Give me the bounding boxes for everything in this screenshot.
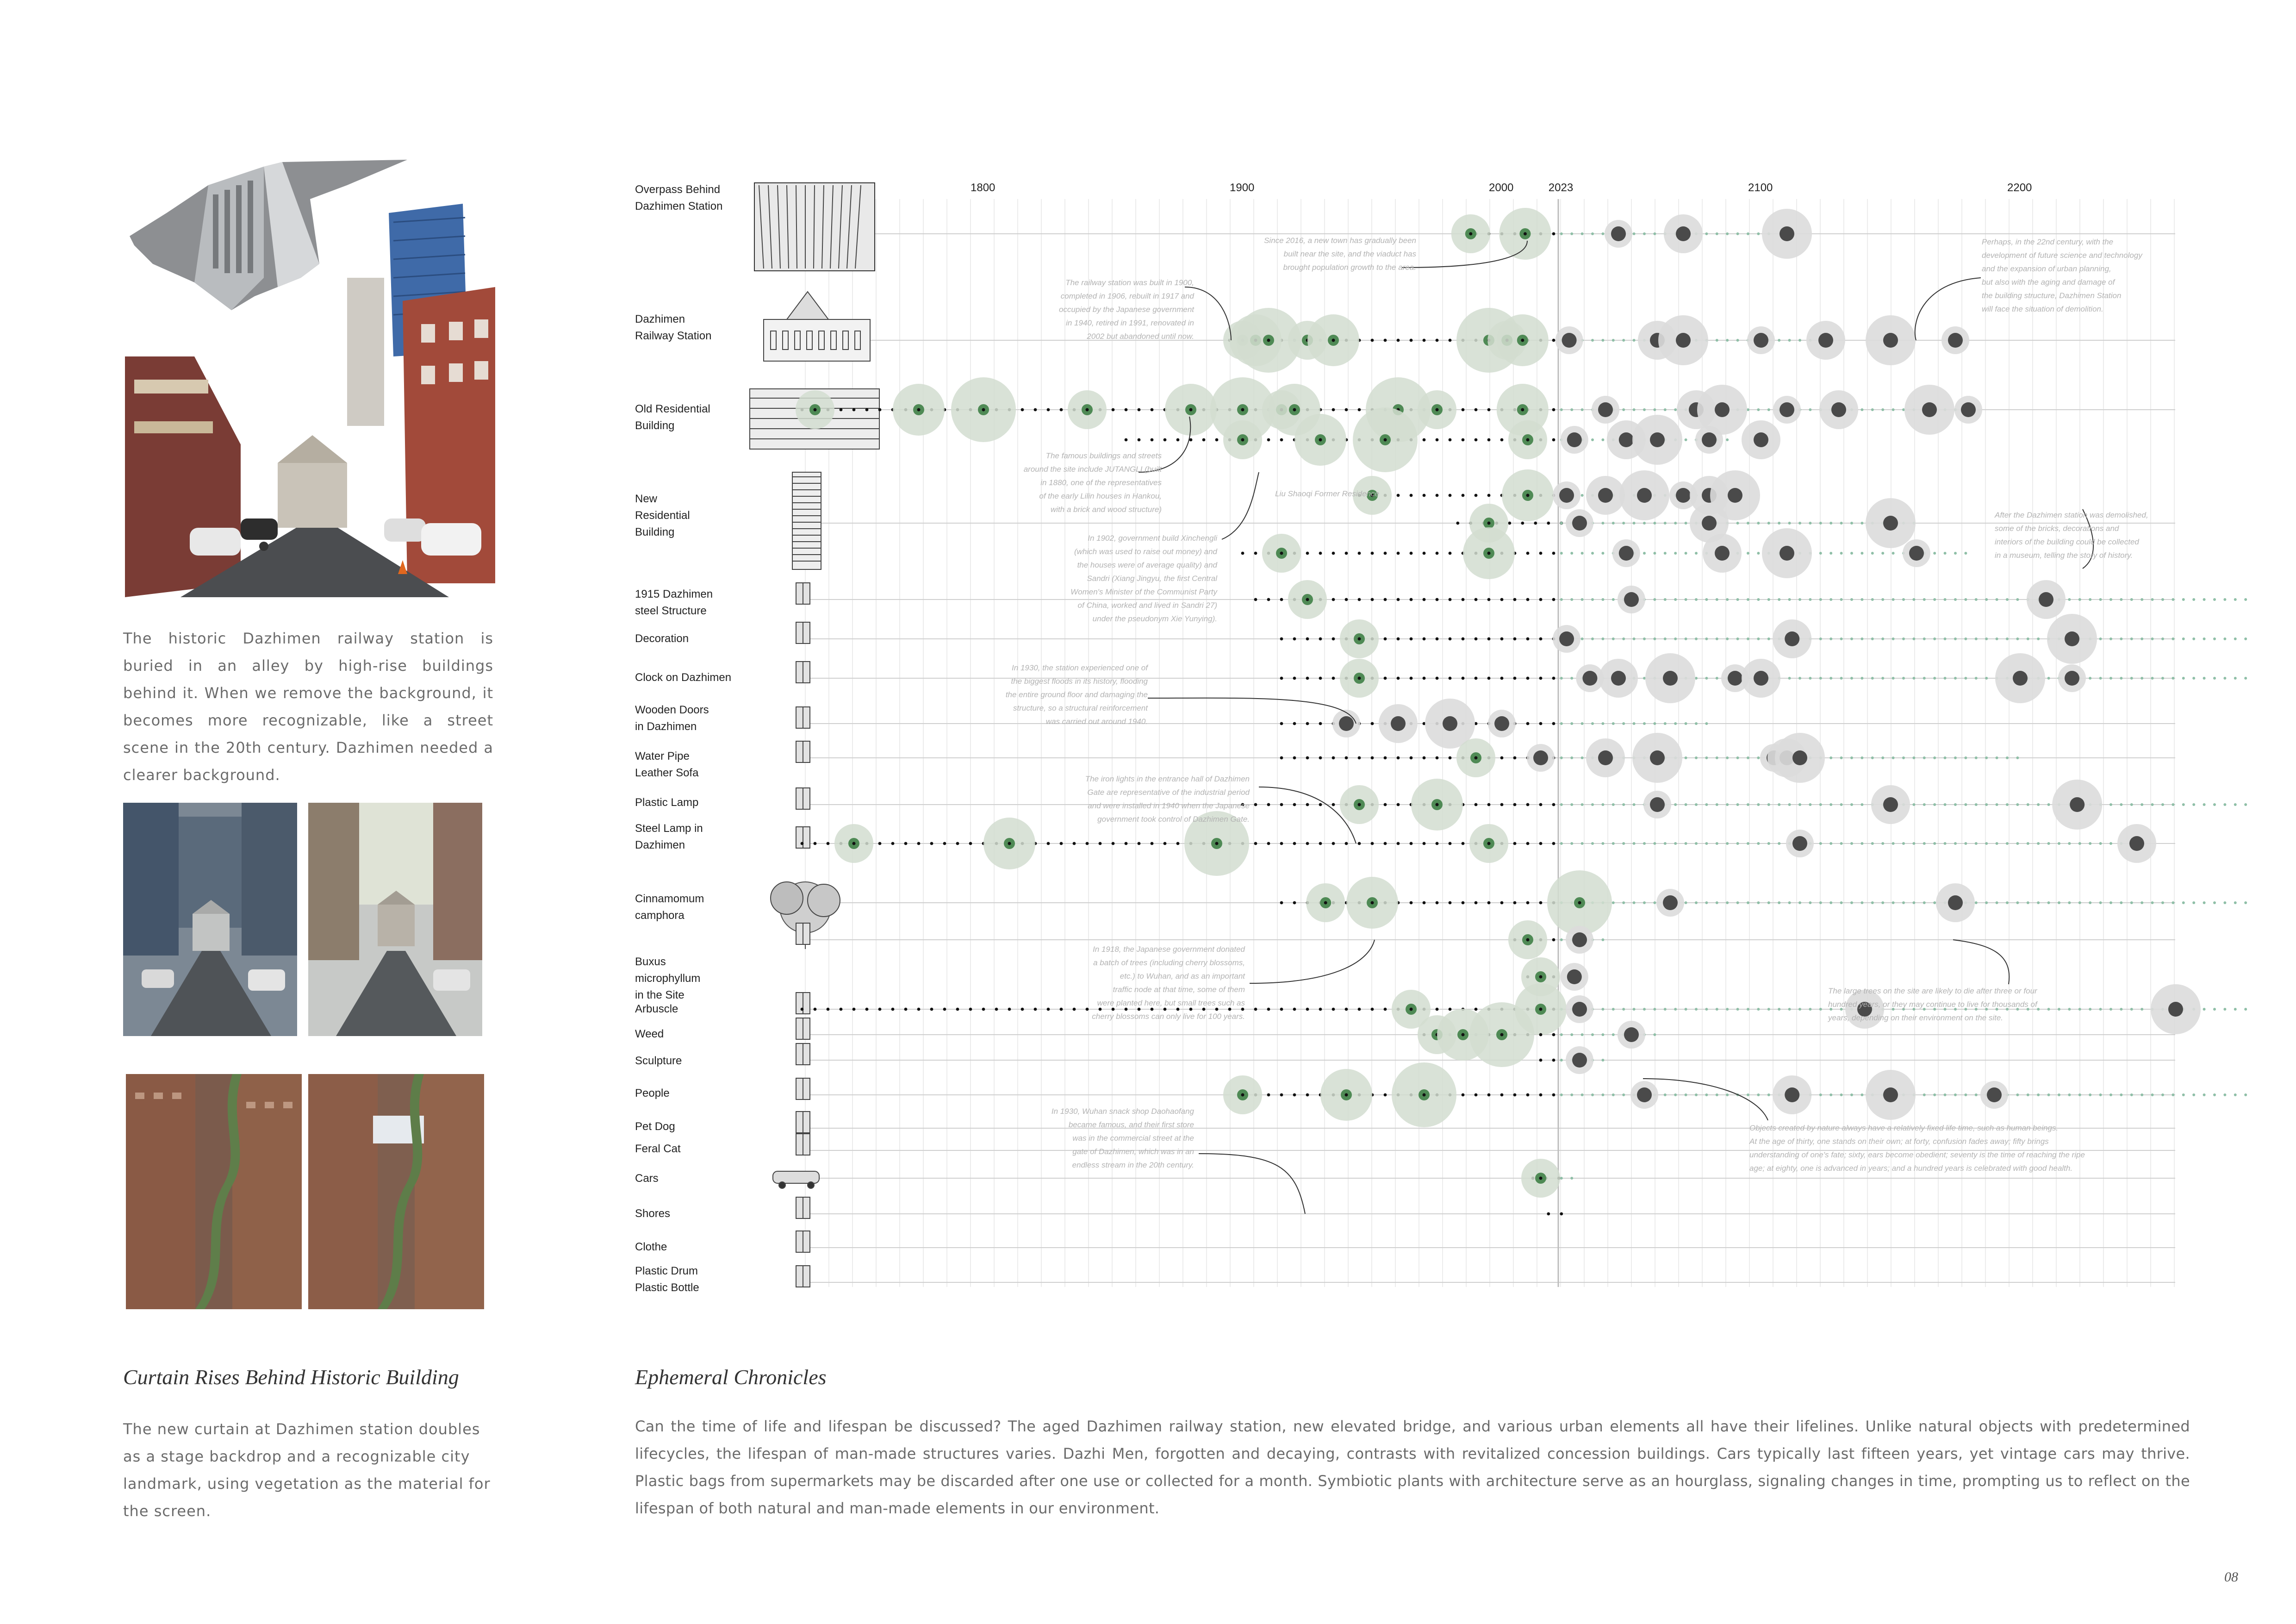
- row-label: Decoration: [635, 632, 689, 645]
- annotation-note: In 1918, the Japanese government donated a batch of trees (including cherry blossoms, etc.) to Wuhan, and as an important traffic node at that time, some of them were planted here, but small trees such as cherry blossoms can only live for 100 years.: [1092, 945, 1245, 1021]
- year-label: 2200: [2007, 181, 2032, 194]
- annotation-note: The famous buildings and streets around the site include JUTANGLI (built in 1880, one of the representatives of the early Lilin houses in Hankou, with a brick and wood structure): [1023, 451, 1162, 514]
- annotation-leader: [1953, 940, 2009, 984]
- annotation-note: Liu Shaoqi Former Residence: [1275, 489, 1379, 498]
- annotation-note: In 1930, Wuhan snack shop Daohaofang became famous, and their first store was in the commercial street at the gate of Dazhimen, which was in an endless stream in the 20th century.: [1051, 1107, 1194, 1169]
- page-number: 08: [2224, 1569, 2238, 1585]
- intro-paragraph: The historic Dazhimen railway station is buried in an alley by high-rise buildings behind it. When we remove the background, it becomes more recognizable, like a street scene in the 20th century. Dazhimen needed a clearer background.: [123, 630, 493, 784]
- annotation-note: After the Dazhimen station was demolished, some of the bricks, decorations and interiors of the building could be collected in a museum, telling the story of history.: [1995, 511, 2148, 560]
- annotation-leader: [1250, 940, 1375, 983]
- row-label: Steel Lamp in Dazhimen: [635, 822, 703, 851]
- annotation-leader: [1148, 698, 1356, 724]
- row-label: Sculpture: [635, 1055, 682, 1067]
- year-label: 1800: [971, 181, 996, 194]
- row-label: Feral Cat: [635, 1143, 681, 1155]
- year-label: 2100: [1748, 181, 1773, 194]
- row-label: New Residential Building: [635, 493, 690, 538]
- row-label: People: [635, 1087, 670, 1099]
- row-label: Pet Dog: [635, 1120, 675, 1133]
- row-label: Water Pipe Leather Sofa: [635, 750, 699, 779]
- left-heading: Curtain Rises Behind Historic Building: [123, 1365, 459, 1389]
- annotation-leader: [1915, 278, 1981, 340]
- row-label: Buxus microphyllum in the Site: [635, 956, 701, 1001]
- row-label: Clothe: [635, 1241, 667, 1253]
- annotation-note: Since 2016, a new town has gradually been built near the site, and the viaduct has brought population growth to the area.: [1264, 236, 1416, 272]
- row-label: Plastic Lamp: [635, 796, 699, 809]
- left-body-text: The new curtain at Dazhimen station doubles as a stage backdrop and a recognizable city landmark, using vegetation as the material for the screen.: [123, 1420, 491, 1520]
- row-label: Plastic Drum Plastic Bottle: [635, 1265, 699, 1294]
- row-label: Shores: [635, 1207, 671, 1220]
- row-label: Clock on Dazhimen: [635, 671, 732, 684]
- annotation-note: The iron lights in the entrance hall of Dazhimen Gate are representative of the industrial period and were installed in 1940 when the Japanese government took control of Dazhimen Gate.: [1085, 775, 1250, 824]
- right-body-text: Can the time of life and lifespan be discussed? The aged Dazhimen railway station, new elevated bridge, and various urban elements all have their lifelines. Unlike natural objects with predetermined lifecycles, the lifespan of man-made structures varies. Dazhi Men, forgotten and decaying, contrasts with revitalized concession buildings. Cars typically last fifteen years, yet vintage cars may thrive. Plastic bags from supermarkets may be discarded after one use or collected for a month. Symbiotic plants with architecture serve as an hourglass, signaling changes in time, prompting us to reflect on the lifespan of both natural and man-made elements in our environment.: [635, 1418, 2190, 1517]
- annotation-leader: [1259, 787, 1356, 843]
- annotation-leader: [1643, 1079, 1768, 1120]
- row-label: Overpass Behind Dazhimen Station: [635, 183, 723, 212]
- row-label: Wooden Doors in Dazhimen: [635, 704, 709, 733]
- year-label: 2023: [1548, 181, 1574, 194]
- row-label: Arbuscle: [635, 1003, 678, 1015]
- row-label: Old Residential Building: [635, 403, 710, 432]
- annotation-note: Objects created by nature always have a relatively fixed life time, such as human beings. At the age of thirty, one stands on their own; at forty, confusion fades away; fifty brings understanding of one's fate; sixty, ears become obedient; seventy is the time of reaching the ripe age; at eighty, one is advanced in years; and a hundred years is celebrated with good health.: [1749, 1124, 2085, 1173]
- row-label: 1915 Dazhimen steel Structure: [635, 588, 713, 617]
- annotation-leader: [1222, 472, 1259, 539]
- row-label: Dazhimen Railway Station: [635, 313, 712, 342]
- annotation-note: The railway station was built in 1900, completed in 1906, rebuilt in 1917 and occupied by the Japanese government in 1940, retired in 1991, renovated in 2002 but abandoned until now.: [1058, 278, 1194, 341]
- row-label: Cars: [635, 1172, 659, 1185]
- row-label: Weed: [635, 1028, 664, 1040]
- annotation-leader: [1402, 241, 1527, 268]
- annotation-note: The large trees on the site are likely to die after three or four hundred years, or they may continue to live for thousands of years, depending on their environment on the site.: [1828, 987, 2037, 1022]
- annotation-note: In 1902, government build Xinchengli (which was used to raise out money) and the houses were of average quality) and Sandri (Xiang Jingyu, the first Central Women's Minister of the Communist Party of China, worked and lived in Sandri 27) under the pseudonym Xie Yunying).: [1070, 534, 1217, 623]
- year-label: 2000: [1489, 181, 1514, 194]
- row-label: Cinnamomum camphora: [635, 893, 704, 922]
- annotation-leader: [1199, 1154, 1305, 1214]
- annotation-note: Perhaps, in the 22nd century, with the development of future science and technology and the expansion of urban planning, but also with the aging and damage of the building structure, Dazhimen Station will face the situation of demolition.: [1982, 237, 2142, 313]
- annotation-note: In 1930, the station experienced one of the biggest floods in its history, flooding the entire ground floor and damaging the structure, so a structural reinforcement was carried out around 1940.: [1005, 663, 1148, 726]
- year-label: 1900: [1230, 181, 1255, 194]
- right-heading: Ephemeral Chronicles: [635, 1365, 827, 1389]
